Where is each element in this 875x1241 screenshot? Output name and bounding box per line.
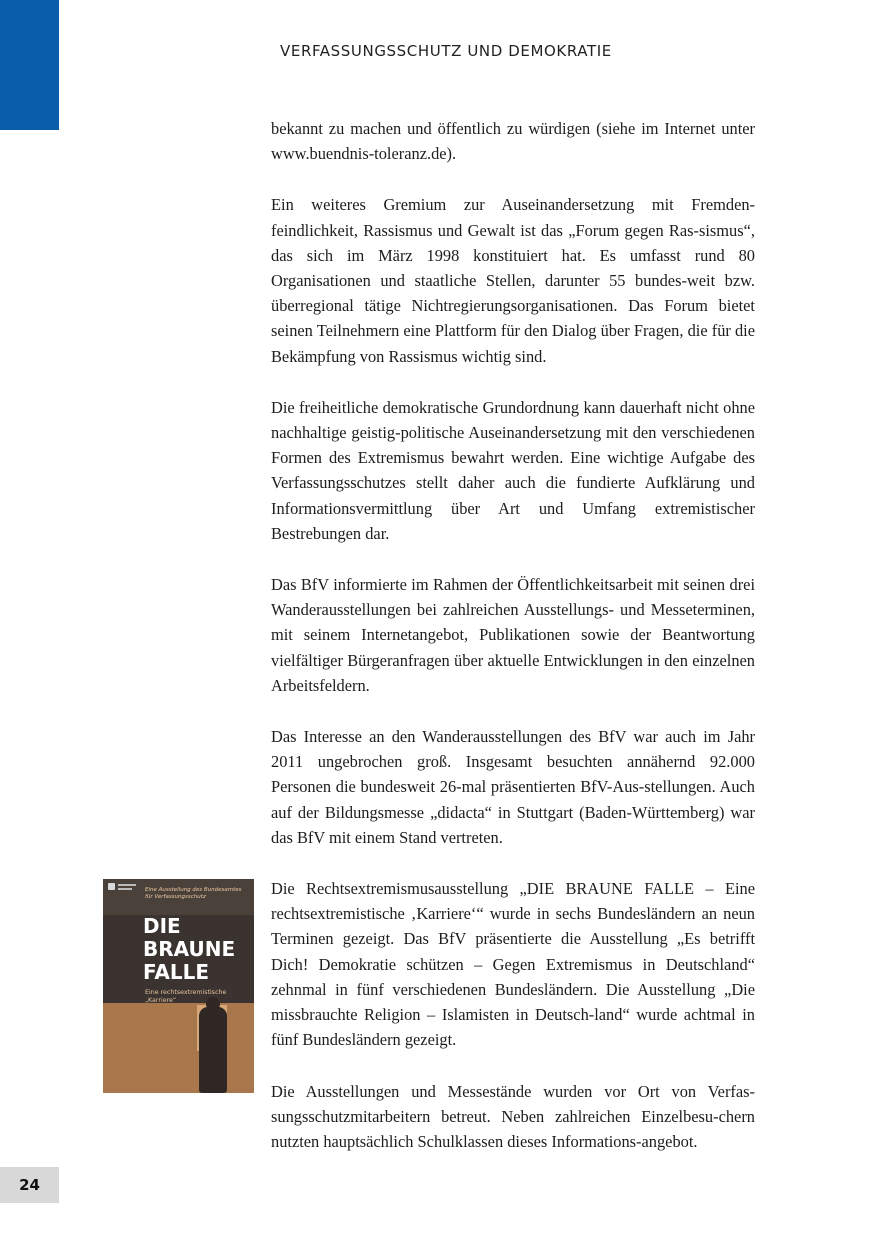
federal-eagle-logo-icon: [108, 883, 115, 890]
paragraph: Die freiheitliche demokratische Grundordnung kann dauerhaft nicht ohne nachhaltige geistig-politische Auseinandersetzung mit den verschiedenen Formen des Extremismus bewahrt werden. Eine wichtige Aufgabe des Verfassungsschutzes stellt daher auch die fundierte Aufklärung und Informationsvermittlung über Art und Umfang extremistischer Bestrebungen dar.: [271, 397, 755, 543]
body-text-column: [271, 116, 755, 1180]
running-header: VERFASSUNGSSCHUTZ UND DEMOKRATIE: [280, 42, 612, 60]
page-number: 24: [0, 1167, 59, 1203]
paragraph: Ein weiteres Gremium zur Auseinandersetzung mit Fremden-feindlichkeit, Rassismus und Gewalt ist das „Forum gegen Ras-sismus“, das sich im März 1998 konstituiert hat. Es umfasst rund 80 Organisationen und staatliche Stellen, darunter 55 bundes-weit bzw. überregional tätige Nichtregierungsorganisationen. Das Forum bietet seinen Teilnehmern eine Plattform für den Dialog über Fragen, die für die Bekämpfung von Rassismus wichtig sind.: [271, 195, 755, 366]
logo-text-mark: [118, 888, 132, 890]
exhibition-poster-image: [103, 879, 254, 1093]
paragraph: bekannt zu machen und öffentlich zu würdigen (siehe im Internet unter www.buendnis-toleranz.de).: [271, 119, 755, 164]
paragraph: Das Interesse an den Wanderausstellungen des BfV war auch im Jahr 2011 ungebrochen groß. Insgesamt besuchten annähernd 92.000 Personen die bundesweit 26-mal präsentierten BfV-Aus-stellungen. Auch auf der Bildungsmesse „didacta“ in Stuttgart (Baden-Württemberg) war das BfV mit einem Stand vertreten.: [271, 727, 755, 847]
poster-title: [143, 915, 253, 984]
logo-text-mark: [118, 884, 136, 886]
chapter-color-tab: [0, 0, 59, 130]
poster-title-line: BRAUNE: [143, 937, 236, 961]
poster-title-line: FALLE: [143, 960, 209, 984]
poster-subtitle: Eine Ausstellung des Bundesamtes für Verfassungsschutz: [145, 887, 242, 900]
paragraph: Das BfV informierte im Rahmen der Öffentlichkeitsarbeit mit seinen drei Wanderausstellungen bei zahlreichen Ausstellungs- und Messeterminen, mit seinem Internetangebot, Publikationen sowie der Beantwortung vielfältiger Bürgeranfragen über aktuelle Entwicklungen in den einzelnen Arbeitsfeldern.: [271, 575, 755, 695]
paragraph: Die Rechtsextremismusausstellung „DIE BRAUNE FALLE – Eine rechtsextremistische ‚Karriere‘“ wurde in sechs Bundesländern an neun Terminen gezeigt. Das BfV präsentierte die Ausstellung „Es betrifft Dich! Demokratie schützen – Gegen Extremismus in Deutschland“ zehnmal in fünf verschiedenen Bundesländern. Die Ausstellung „Die missbrauchte Religion – Islamisten in Deutsch-land“ wurde achtmal in fünf Bundesländern gezeigt.: [271, 879, 755, 1050]
poster-tagline: Eine rechtsextremistische „Karriere“: [145, 989, 227, 1004]
poster-brown-panel: [103, 1003, 254, 1093]
paragraph: Die Ausstellungen und Messestände wurden vor Ort von Verfas-sungsschutzmitarbeitern betreut. Neben zahlreichen Einzelbesu-chern nutzten hauptsächlich Schulklassen dieses Informations-angebot.: [271, 1081, 755, 1151]
poster-title-line: DIE: [143, 914, 181, 938]
silhouette-figure: [199, 1007, 227, 1093]
